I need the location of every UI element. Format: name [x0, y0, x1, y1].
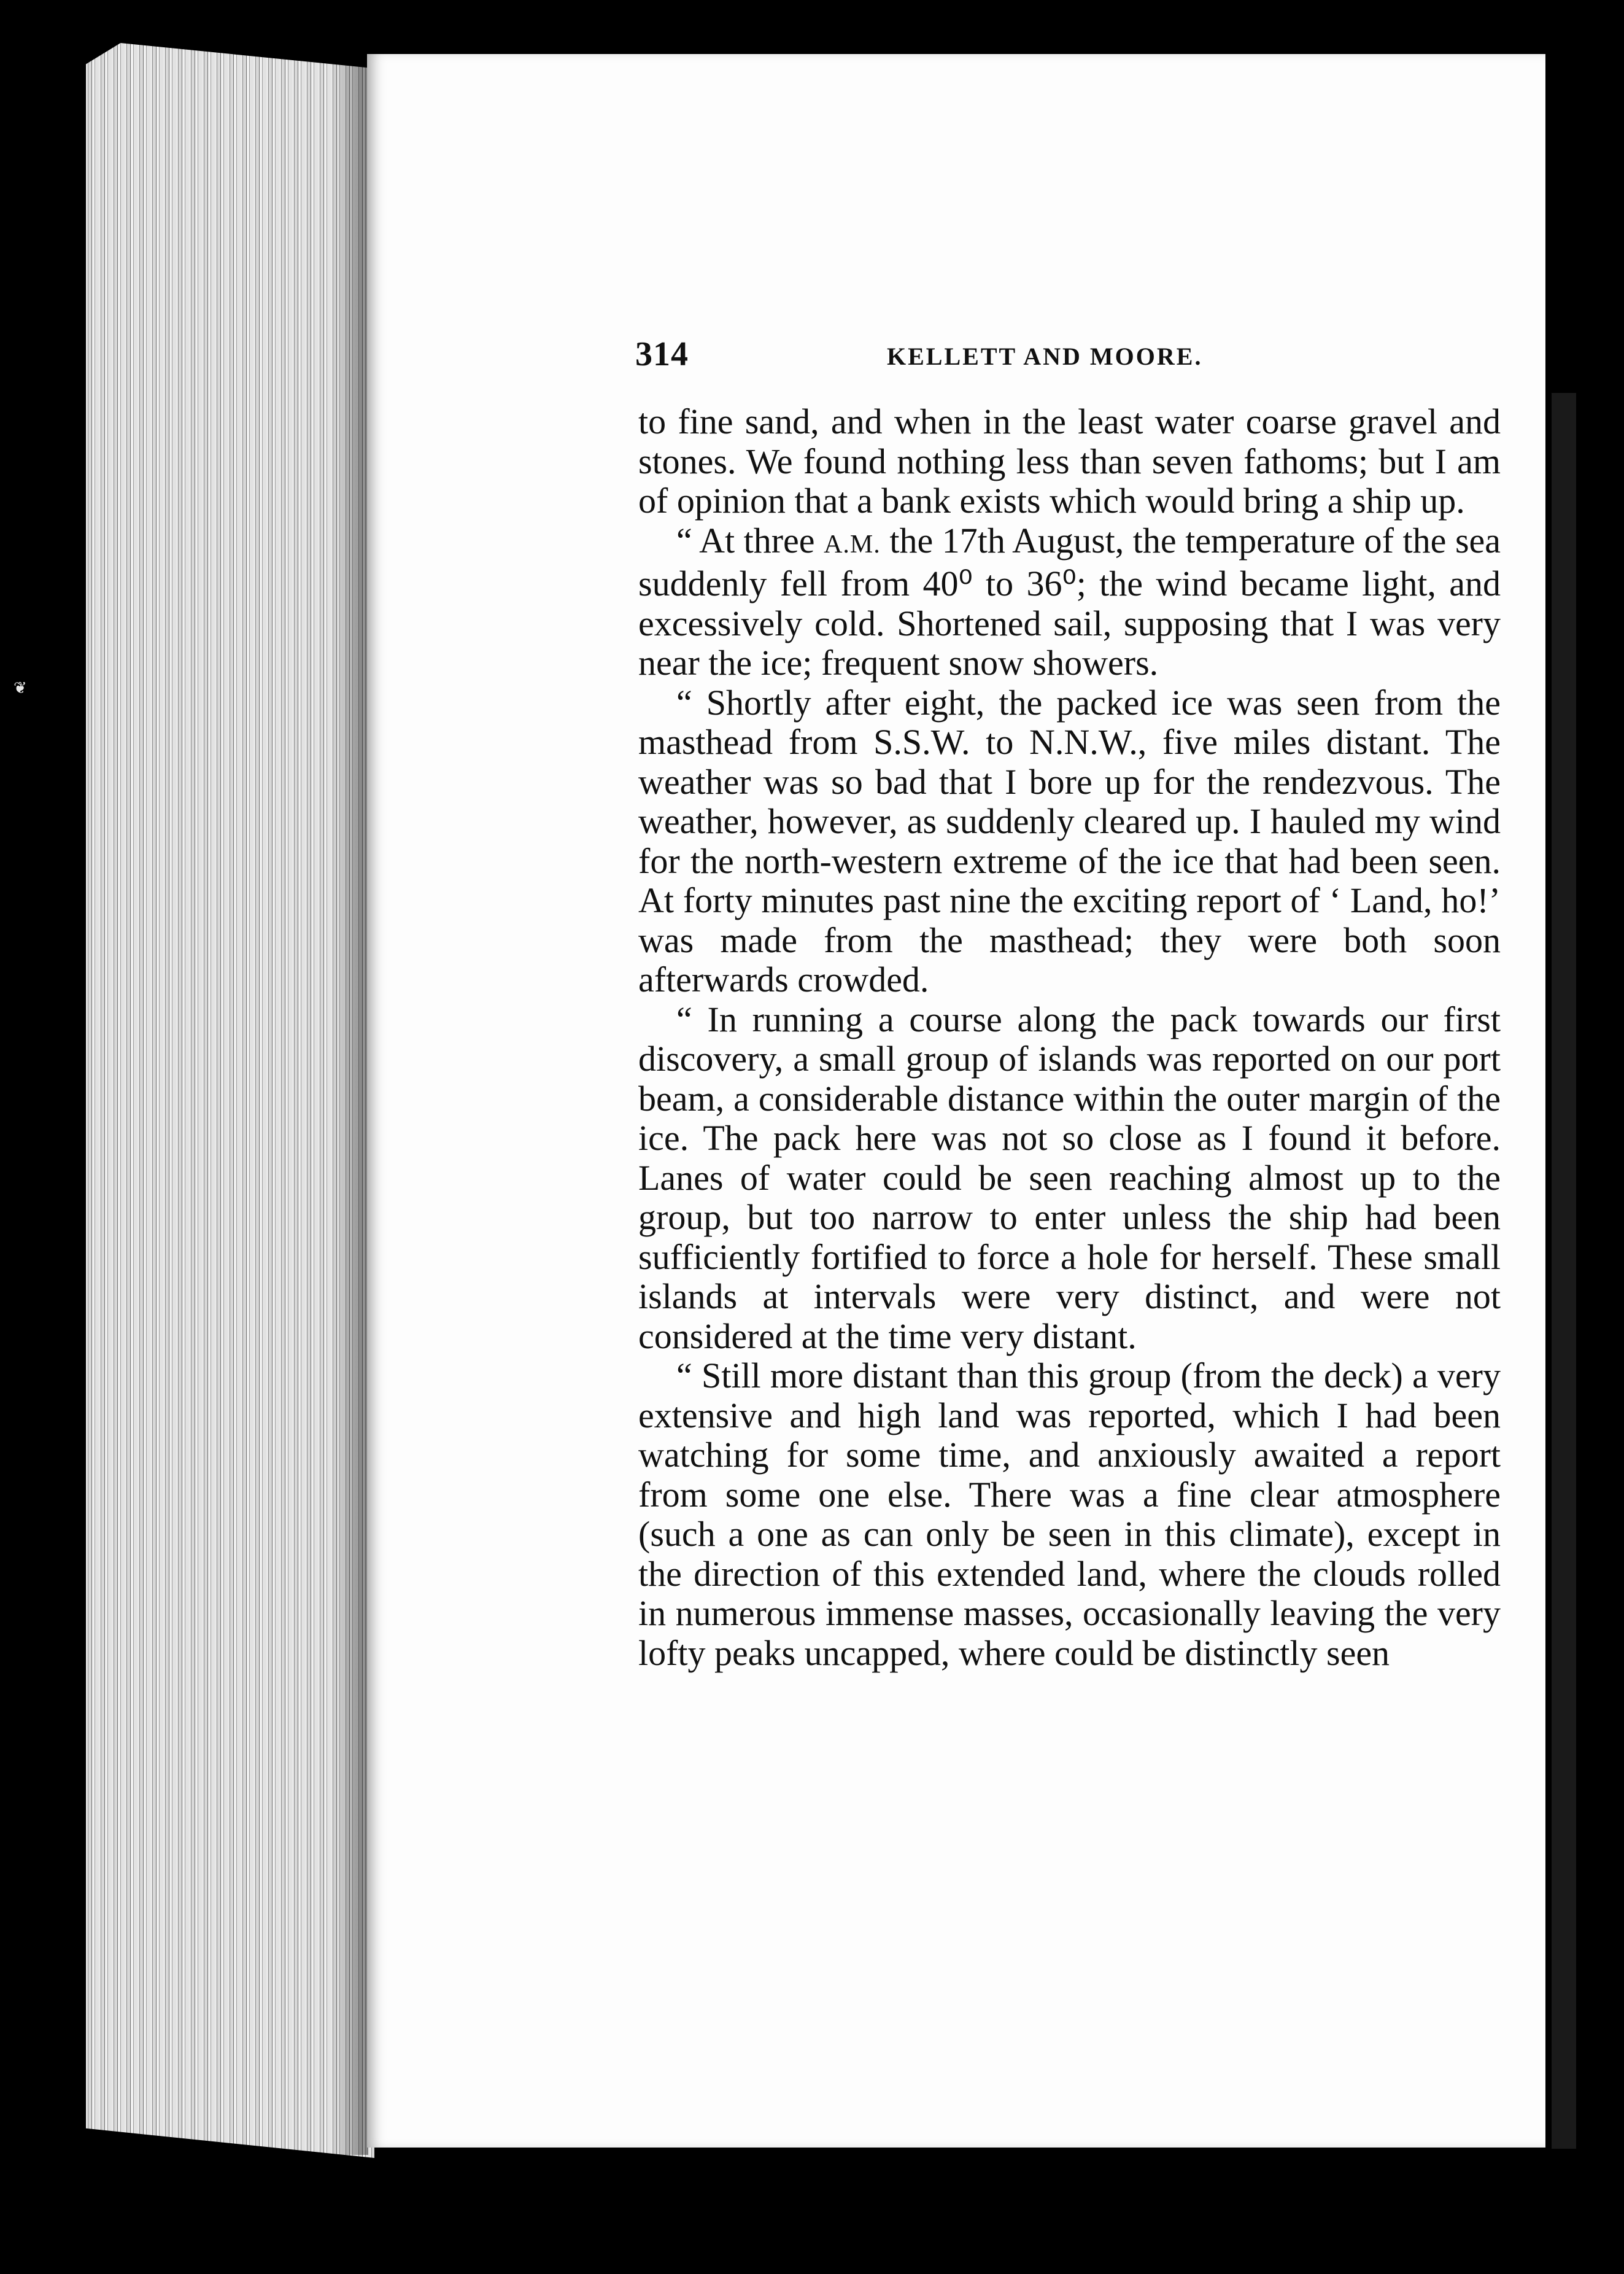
- page-number: 314: [635, 335, 689, 373]
- paragraph-2-text-end: the 17th August, the temperature of the sea suddenly fell from 40⁰ to 36⁰; the wind became light, and excessively cold. Shortened sail, supposing that I was very near the ice; frequent snow showers.: [638, 520, 1501, 683]
- paragraph-2-text-start: “ At three: [676, 520, 824, 561]
- paragraph-4-text: “ In running a course along the pack towards our first discovery, a small group of islands was reported on our port beam, a considerable distance within the outer margin of the ice. The pack here was not so close as I found it before. Lanes of water could be seen reaching almost up to the group, but too narrow to enter unless the ship had been sufficiently fortified to force a hole for herself. These small islands at intervals were very distinct, and were not considered at the time very distant.: [638, 999, 1501, 1356]
- right-edge-fold: [1552, 393, 1576, 2149]
- paragraph-3-text: “ Shortly after eight, the packed ice was seen from the masthead from S.S.W. to N.N.W., five miles distant. The weather was so bad that I bore up for the rendezvous. The weather, however, as suddenly cleared up. I hauled my wind for the north-western extreme of the ice that had been seen. At forty minutes past nine the exciting report of ‘ Land, ho!’ was made from the masthead; they were both soon afterwards crowded.: [638, 682, 1501, 999]
- running-header: [635, 335, 1504, 378]
- body-text: [638, 402, 1501, 1673]
- paragraph-4: [638, 1000, 1501, 1357]
- paragraph-2: [638, 521, 1501, 683]
- paragraph-2-smallcaps: A.M.: [824, 530, 881, 559]
- paragraph-1: [638, 402, 1501, 521]
- paragraph-5: [638, 1356, 1501, 1673]
- gutter-shadow: [331, 55, 368, 2155]
- paragraph-1-text: to fine sand, and when in the least water coarse gravel and stones. We found nothing less than seven fathoms; but I am of opinion that a bank exists which would bring a ship up.: [638, 402, 1501, 521]
- paragraph-3: [638, 683, 1501, 1000]
- running-title: KELLETT AND MOORE.: [887, 343, 1203, 370]
- paragraph-5-text: “ Still more distant than this group (from the deck) a very extensive and high land was reported, which I had been watching for some time, and anxiously awaited a report from some one else. There was a fine clear atmosphere (such a one as can only be seen in this climate), except in the direction of this extended land, where the clouds rolled in numerous immense masses, occasionally leaving the very lofty peaks uncapped, where could be distinctly seen: [638, 1356, 1501, 1673]
- scan-speck-icon: ❦: [14, 679, 27, 697]
